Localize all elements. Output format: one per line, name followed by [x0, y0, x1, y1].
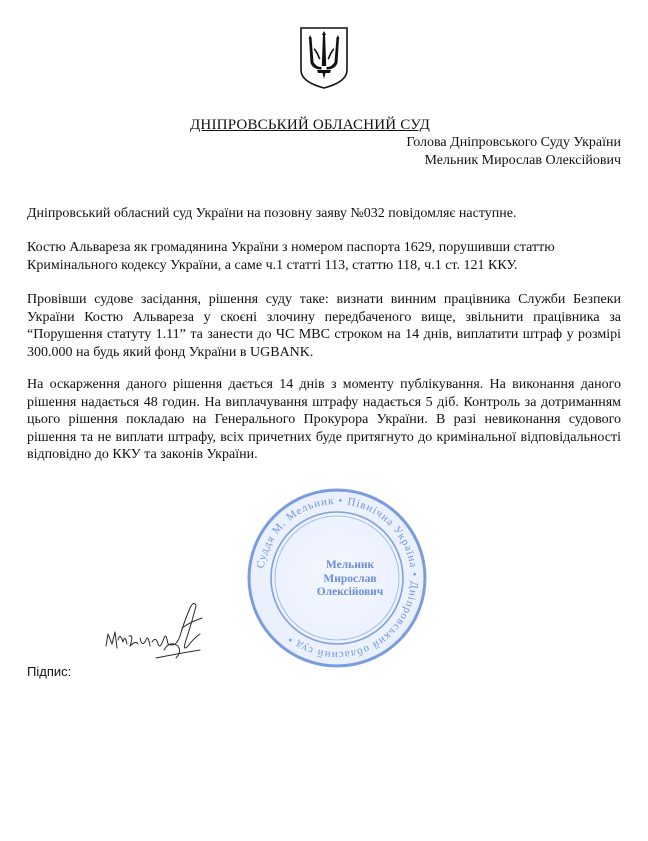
- head-position: Голова Дніпровського Суду України: [406, 135, 621, 150]
- seal-line-1: Мельник: [325, 559, 375, 571]
- paragraph-verdict: [27, 291, 621, 361]
- paragraph-verdict-text: Провівши судове засідання, рішення суду таке: визнати винним працівника Служби Безпеки України Костю Альвареза у скоєні злочину передбаченого вище, звільнити працівника за “Порушення статуту 1.11” та занести до ЧС МВС строком на 14 днів, виплатити штраф у розмірі 300.000 на будь який фонд України в UGBANK.: [27, 292, 621, 360]
- paragraph-notice: [27, 205, 621, 223]
- head-name: Мельник Мирослав Олексійович: [424, 153, 621, 168]
- court-title: ДНІПРОВСЬКИЙ ОБЛАСНИЙ СУД: [190, 117, 431, 133]
- paragraph-appeal-terms: [27, 376, 621, 464]
- seal-line-3: Олексійович: [316, 586, 384, 598]
- paragraph-violation-text: Костю Альвареза як громадянина України з номером паспорта 1629, порушивши статтю Кримінального кодексу України, а саме ч.1 статті 113, статтю 118, ч.1 ст. 121 ККУ.: [27, 240, 555, 273]
- seal-line-2: Мирослав: [323, 572, 377, 585]
- paragraph-appeal-terms-text: На оскарження даного рішення дається 14 днів з моменту публікування. На виконання даного рішення надається 48 годин. На виплачування штрафу надається 5 діб. Контроль за дотриманням цього рішення покладаю на Генерального Прокурора України. В разі невиконання судового рішення та не виплати штрафу, всіх причетних буде притягнуто до кримінальної відповідальності відповідно до ККУ та законів України.: [27, 377, 621, 462]
- signature-label: Підпис:: [27, 664, 72, 679]
- trident-icon: [298, 26, 350, 90]
- handwritten-signature-icon: [96, 588, 224, 674]
- seal-ring-text: Суддя М. Мельник • Північна Україна • Дніпровський обласний суд •: [254, 494, 421, 662]
- seal-center-name: [290, 559, 410, 600]
- paragraph-notice-text: Дніпровський обласний суд України на позовну заяву №032 повідомляє наступне.: [27, 206, 517, 221]
- court-head-block: [406, 134, 621, 170]
- paragraph-violation: [27, 239, 621, 274]
